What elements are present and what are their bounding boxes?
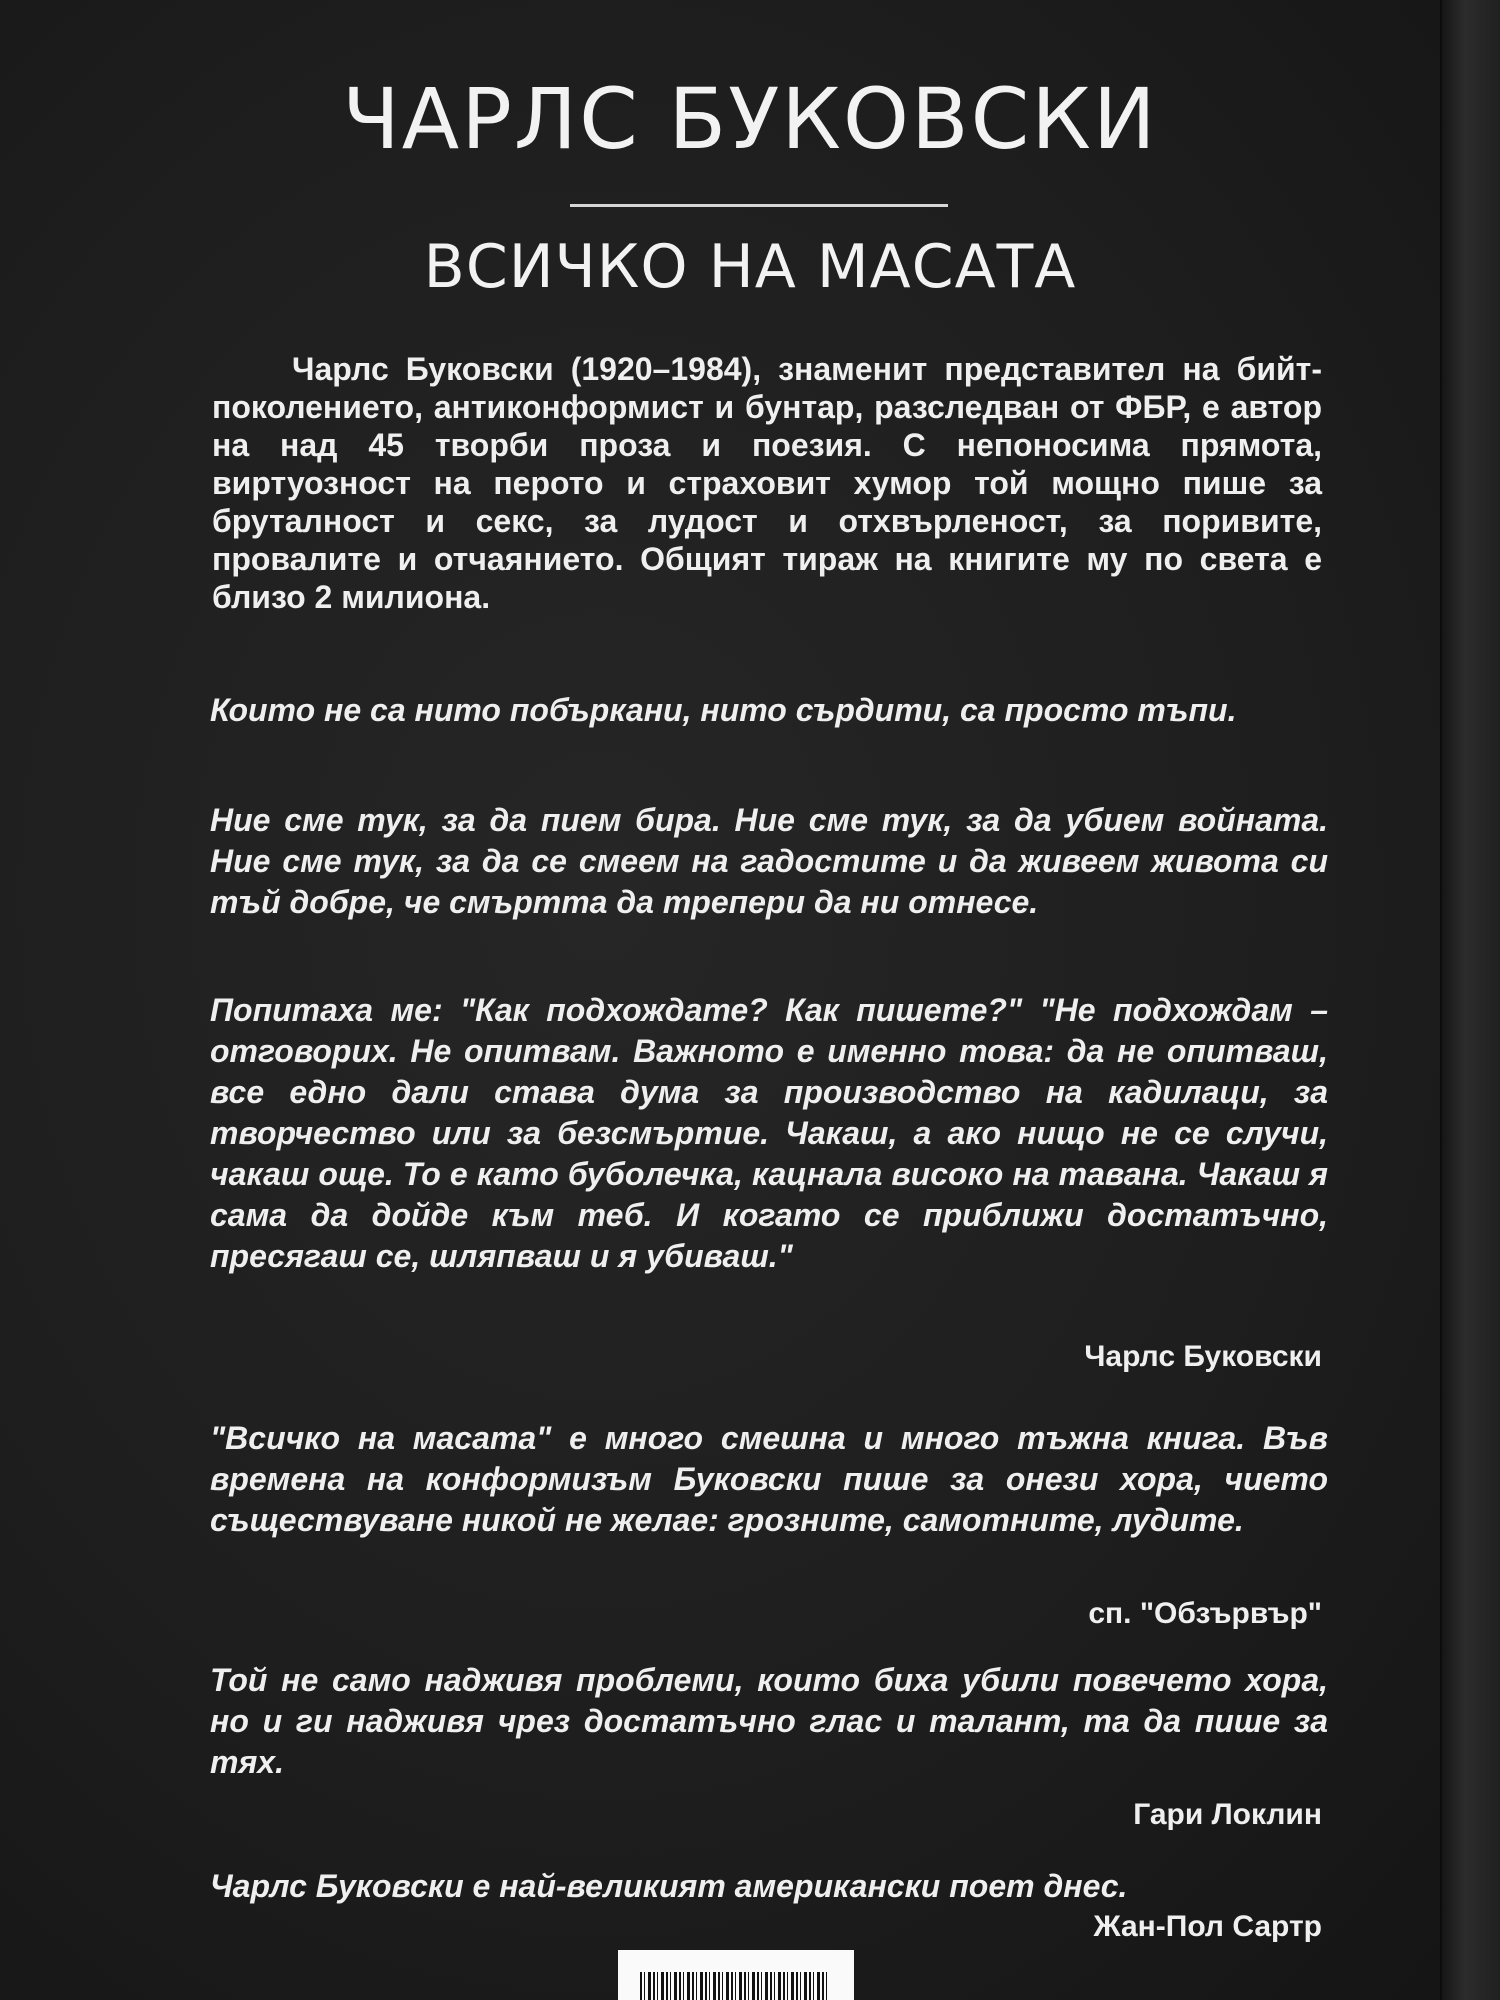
quote-5: Той не само надживя проблеми, които биха убили повечето хора, но и ги надживя чрез достатъчно глас и талант, та да пише за тях. <box>210 1662 1328 1780</box>
quote-6: Чарлс Буковски е най-великият американски поет днес. <box>210 1868 1128 1904</box>
quote-2: Ние сме тук, за да пием бира. Ние сме тук, за да убием войната. Ние сме тук, за да се смеем на гадостите и да живеем живота си тъй добре, че смъртта да трепери да ни отнесе. <box>210 802 1328 920</box>
barcode-bars <box>640 1972 830 2000</box>
quote-4: "Всичко на масата" е много смешна и много тъжна книга. Във времена на конформизъм Буковски пише за онези хора, чието съществуване никой не желае: грозните, самотните, лудите. <box>210 1420 1328 1538</box>
author-name: ЧАРЛС БУКОВСКИ <box>342 70 1158 168</box>
quote-4-attribution: сп. "Обзървър" <box>1088 1597 1322 1630</box>
quote-1: Които не са нито побъркани, нито сърдити, са просто тъпи. <box>210 692 1237 728</box>
quote-5-attribution: Гари Локлин <box>1133 1798 1322 1831</box>
author-bio: Чарлс Буковски (1920–1984), знаменит представител на бийт-поколението, антиконформист и бунтар, разследван от ФБР, е автор на над 45 творби проза и поезия. С непоносима прямота, виртуозност на перото и страховит хумор той мощно пише за бруталност и секс, за лудост и отхвърленост, за поривите, провалите и отчаянието. Общият тираж на книгите му по света е близо 2 милиона. <box>212 351 1322 615</box>
book-title: ВСИЧКО НА МАСАТА <box>423 232 1077 302</box>
quote-6-attribution: Жан-Пол Сартр <box>1093 1910 1322 1943</box>
barcode <box>618 1950 854 2000</box>
quote-3-attribution: Чарлс Буковски <box>1084 1340 1322 1373</box>
title-divider <box>570 204 948 207</box>
quote-3: Попитаха ме: "Как подхождате? Как пишете?" "Не подхождам – отговорих. Не опитвам. Важното е именно това: да не опитваш, все едно дали става дума за производство на кадилаци, за творчество или за безсмъртие. Чакаш, а ако нищо не се случи, чакаш още. То е като буболечка, кацнала високо на тавана. Чакаш я сама да дойде към теб. И когато се приближи достатъчно, пресягаш се, шляпваш и я убиваш." <box>210 992 1328 1274</box>
